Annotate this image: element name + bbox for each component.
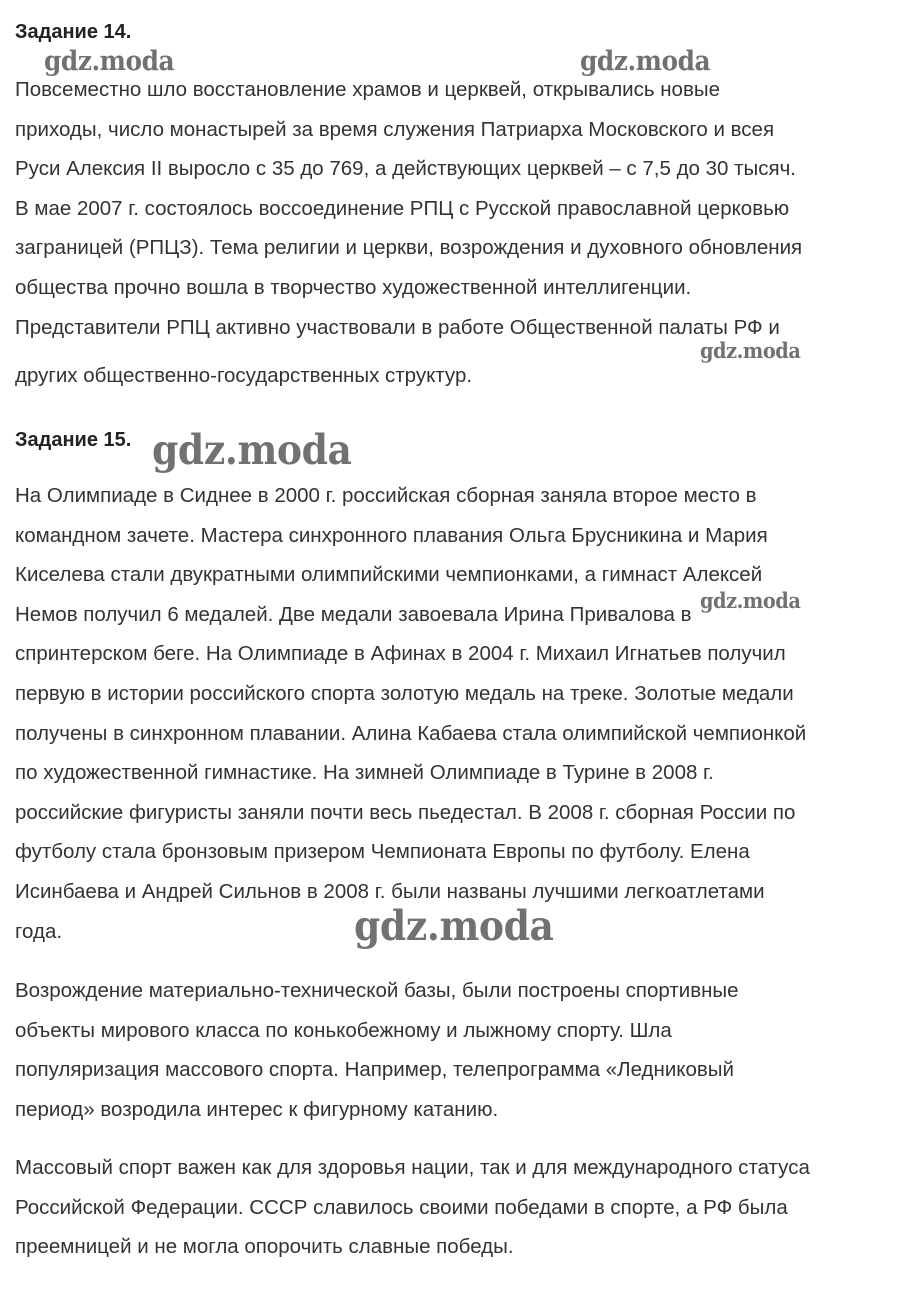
text-line: приходы, число монастырей за время служения Патриарха Московского и всея [15, 117, 775, 141]
text-line: Руси Алексия II выросло с 35 до 769, а действующих церквей – с 7,5 до 30 тысяч. [15, 157, 796, 181]
text-line: популяризация массового спорта. Например, телепрограмма «Ледниковый [15, 1058, 734, 1082]
text-line: года. [15, 919, 63, 943]
watermark-logo: gdz.moda [700, 588, 801, 613]
text-line: преемницей и не могла опорочить славные победы. [15, 1235, 514, 1259]
text-line: Возрождение материально-технической базы, были построены спортивные [15, 979, 739, 1002]
watermark-logo: gdz.moda [152, 426, 352, 474]
text-line: получены в синхронном плавании. Алина Кабаева стала олимпийской чемпионкой [15, 721, 807, 745]
text-line: футболу стала бронзовым призером Чемпионата Европы по футболу. Елена [15, 840, 750, 864]
text-line: заграницей (РПЦЗ). Тема религии и церкви, возрождения и духовного обновления [15, 236, 803, 260]
task-15-paragraph-2 [15, 971, 739, 1129]
text-line: Киселева стали двукратными олимпийскими чемпионками, а гимнаст Алексей [15, 563, 763, 587]
text-line: объекты мирового класса по конькобежному и лыжному спорту. Шла [15, 1018, 672, 1042]
watermark-logo: gdz.moda [580, 46, 711, 77]
text-line: командном зачете. Мастера синхронного плавания Ольга Брусникина и Мария [15, 523, 768, 547]
text-line: период» возродила интерес к фигурному катанию. [15, 1097, 499, 1121]
task-15-paragraph-3 [15, 1148, 810, 1267]
text-line: общества прочно вошла в творчество художественной интеллигенции. [15, 275, 692, 299]
text-line: Исинбаева и Андрей Сильнов в 2008 г. были названы лучшими легкоатлетами [15, 879, 765, 903]
task-15-paragraph-1 [15, 476, 806, 951]
text-line: Повсеместно шло восстановление храмов и церквей, открывались новые [15, 78, 720, 101]
text-line: Немов получил 6 медалей. Две медали завоевала Ирина Привалова в [15, 602, 692, 626]
text-line: В мае 2007 г. состоялось воссоединение РПЦ с Русской православной церковью [15, 196, 790, 220]
watermark-logo: gdz.moda [354, 902, 554, 950]
text-line: Представители РПЦ активно участвовали в работе Общественной палаты РФ и [15, 315, 780, 339]
text-line: Российской Федерации. СССР славилось своими победами в спорте, а РФ была [15, 1195, 788, 1219]
text-line: На Олимпиаде в Сиднее в 2000 г. российская сборная заняла второе место в [15, 484, 757, 507]
text-line: российские фигуристы заняли почти весь пьедестал. В 2008 г. сборная России по [15, 800, 796, 824]
text-line: первую в истории российского спорта золотую медаль на треке. Золотые медали [15, 681, 794, 705]
watermark-logo: gdz.moda [700, 338, 801, 363]
text-line: Массовый спорт важен как для здоровья нации, так и для международного статуса [15, 1156, 810, 1179]
task-14-paragraph [15, 70, 802, 396]
watermark-logo: gdz.moda [44, 46, 175, 77]
text-line: других общественно-государственных структур. [15, 364, 473, 388]
task-15-heading: Задание 15. [15, 429, 132, 451]
text-line: по художественной гимнастике. На зимней Олимпиаде в Турине в 2008 г. [15, 761, 714, 785]
text-line: спринтерском беге. На Олимпиаде в Афинах в 2004 г. Михаил Игнатьев получил [15, 642, 786, 666]
task-14-heading: Задание 14. [15, 21, 132, 43]
